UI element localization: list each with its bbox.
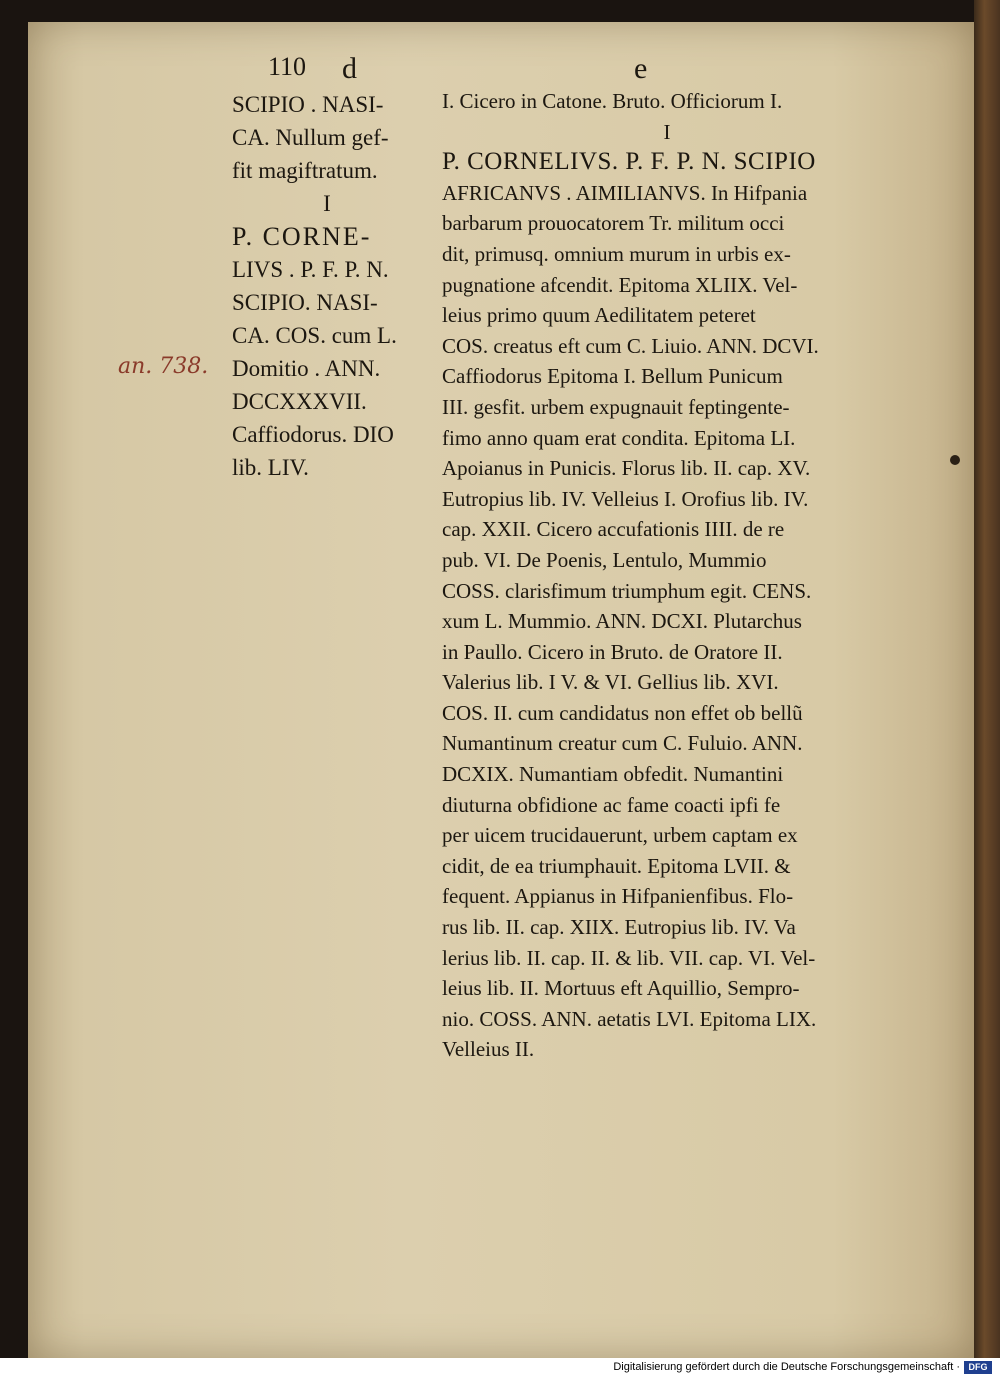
right-line: COS. creatus eft cum C. Liuio. ANN. DCVI. [442,333,819,358]
right-line: Velleius II. [442,1037,535,1062]
right-column [442,86,892,1065]
right-line: xum L. Mummio. ANN. DCXI. Plutarchus [442,609,802,634]
right-line: Valerius lib. I V. & VI. Gellius lib. XVI. [442,670,779,695]
right-line: AFRICANVS . AIMILIANVS. In Hifpania [442,180,808,205]
left-line: lib. LIV. [232,455,309,480]
right-line: Caffiodorus Epitoma I. Bellum Punicum [442,364,783,389]
folio-left-letter: d [342,52,357,85]
ink-spot [950,455,960,465]
book-spine [974,0,1000,1358]
right-line: rus lib. II. cap. XIIX. Eutropius lib. IV. Va [442,915,796,940]
dfg-logo: DFG [964,1361,992,1374]
right-line: Apoianus in Punicis. Florus lib. II. cap. XV. [442,456,811,481]
right-line: cap. XXII. Cicero accufationis IIII. de re [442,517,785,542]
right-line: fimo anno quam erat condita. Epitoma LI. [442,425,796,450]
folio-right-letter: e [634,52,648,85]
right-line: per uicem trucidauerunt, urbem captam ex [442,823,798,848]
left-line: Caffiodorus. DIO [232,422,394,447]
right-line: Eutropius lib. IV. Velleius I. Orofius lib. IV. [442,486,809,511]
right-line: I. Cicero in Catone. Bruto. Officiorum I. [442,89,783,113]
right-line: I [663,119,671,144]
left-line: CA. Nullum gef- [232,125,389,150]
left-line: fit magiftratum. [232,158,378,183]
footer-credit: Digitalisierung gefördert durch die Deutsche Forschungsgemeinschaft · [613,1361,960,1373]
right-line: Numantinum creatur cum C. Fuluio. ANN. [442,731,803,756]
right-line: pub. VI. De Poenis, Lentulo, Mummio [442,547,767,572]
left-line: Domitio . ANN. [232,356,381,381]
right-line: dit, primusq. omnium murum in urbis ex- [442,241,791,266]
left-line: LIVS . P. F. P. N. [232,257,389,282]
right-line: cidit, de ea triumphauit. Epitoma LVII. & [442,853,791,878]
right-line: DCXIX. Numantiam obfedit. Numantini [442,762,784,787]
left-column [232,88,422,484]
right-line: barbarum prouocatorem Tr. militum occi [442,211,785,236]
right-line: in Paullo. Cicero in Bruto. de Oratore II. [442,639,783,664]
right-line: diuturna obfidione ac fame coacti ipfi fe [442,792,781,817]
folio-number: 110 [268,52,307,81]
right-line: fequent. Appianus in Hifpanienfibus. Flo- [442,884,794,909]
right-line: COSS. clarisfimum triumphum egit. CENS. [442,578,812,603]
left-line: CA. COS. cum L. [232,323,397,348]
right-line: pugnatione afcendit. Epitoma XLIIX. Vel- [442,272,798,297]
left-line: P. CORNE- [232,222,372,251]
right-line: III. gesfit. urbem expugnauit feptingente- [442,394,790,419]
right-line: leius lib. II. Mortuus eft Aquillio, Sempro- [442,976,800,1001]
right-line: P. CORNELIVS. P. F. P. N. SCIPIO [442,148,816,176]
handwritten-margin-note: an. 738. [118,354,209,379]
right-line: COS. II. cum candidatus non effet ob bellũ [442,700,803,725]
left-line: SCIPIO . NASI- [232,92,384,117]
left-line: SCIPIO. NASI- [232,290,378,315]
left-line: DCCXXXVII. [232,389,367,414]
right-line: nio. COSS. ANN. aetatis LVI. Epitoma LIX. [442,1006,817,1031]
right-line: lerius lib. II. cap. II. & lib. VII. cap. VI. Vel- [442,945,816,970]
right-line: leius primo quum Aedilitatem peteret [442,303,756,328]
left-line: I [323,191,331,216]
